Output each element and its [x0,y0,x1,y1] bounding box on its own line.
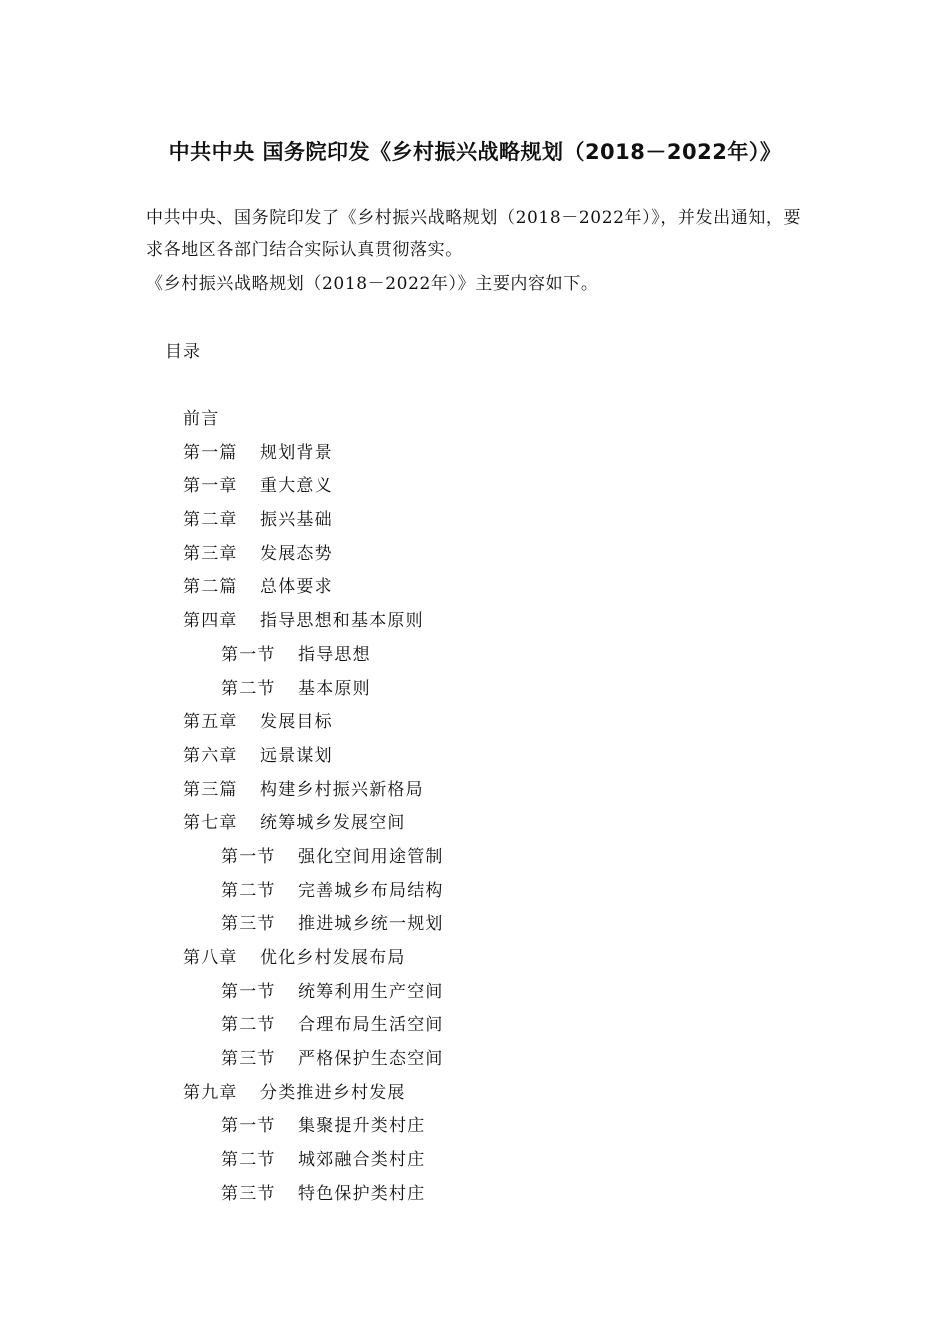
toc-item-title: 强化空间用途管制 [298,846,444,867]
toc-item-title: 发展目标 [260,712,333,733]
toc-item-number: 第九章 [183,1082,238,1103]
toc-section-item [183,1110,444,1144]
toc-item-title: 优化乡村发展布局 [260,948,406,968]
toc-section-item [183,1009,444,1043]
intro-paragraph: 《乡村振兴战略规划（2018－2022年）》主要内容如下。 [146,274,599,294]
toc-item-number: 第三篇 [183,779,238,800]
toc-item [183,740,444,774]
toc-item-number: 第五章 [183,712,238,733]
toc-item-number: 第二节 [221,1150,276,1171]
document-title: 中共中央 国务院印发《乡村振兴战略规划（2018－2022年）》 [168,140,782,164]
toc-section-item [183,875,444,909]
toc-item-number: 第三节 [221,1049,276,1070]
toc-item-number: 第一节 [221,846,276,867]
toc-item-title: 城郊融合类村庄 [298,1150,426,1171]
toc-item [183,1077,444,1111]
toc-item [183,504,444,538]
toc-item-title: 远景谋划 [260,745,333,766]
toc-item-number: 第二篇 [183,577,238,598]
toc-item-number: 第二节 [221,1015,276,1036]
toc-item-title: 分类推进乡村发展 [260,1082,406,1103]
toc-item-title: 振兴基础 [260,510,333,531]
toc-item-title: 发展态势 [260,543,333,564]
toc-section-item [183,908,444,942]
toc-item-number: 第七章 [183,813,238,834]
toc-item [183,437,444,471]
toc-item [183,571,444,605]
toc-item-number: 第一节 [221,1116,276,1137]
toc-item-number: 第八章 [183,948,238,968]
toc-item-title: 规划背景 [260,442,333,463]
toc-item-number: 第一节 [221,981,276,1002]
toc-item-number: 第四章 [183,611,238,632]
toc-item-number: 第六章 [183,745,238,766]
toc-item-number: 第一篇 [183,442,238,463]
toc-item-title: 指导思想和基本原则 [260,611,424,632]
toc-item [183,774,444,808]
toc-section-item [183,976,444,1010]
table-of-contents [183,403,444,1212]
toc-item-number: 第三章 [183,543,238,564]
toc-item-title: 总体要求 [260,577,333,598]
toc-item-number: 第三节 [221,1183,276,1204]
toc-section-item [183,1043,444,1077]
toc-item-number: 第一节 [221,644,276,665]
toc-item-title: 构建乡村振兴新格局 [260,779,424,800]
toc-section-item [183,1178,444,1212]
toc-item [183,706,444,740]
toc-section-item [183,673,444,707]
toc-item-title: 特色保护类村庄 [298,1183,426,1204]
toc-item-title: 统筹利用生产空间 [298,981,444,1002]
toc-item-title: 完善城乡布局结构 [298,880,444,901]
toc-section-item [183,841,444,875]
toc-item [183,605,444,639]
toc-item-title: 严格保护生态空间 [298,1049,444,1070]
toc-item-title: 推进城乡统一规划 [298,914,444,935]
toc-item-number: 第三节 [221,914,276,935]
toc-item-title: 合理布局生活空间 [298,1015,444,1036]
toc-item-number: 前言 [183,409,220,429]
toc-item [183,942,444,976]
toc-item [183,538,444,572]
toc-item-number: 第二章 [183,510,238,531]
toc-item [183,807,444,841]
toc-section-item [183,1144,444,1178]
toc-item-number: 第一章 [183,476,238,497]
toc-item-title: 统筹城乡发展空间 [260,813,406,834]
toc-item-number: 第二节 [221,678,276,699]
toc-item-title: 集聚提升类村庄 [298,1116,426,1137]
toc-item-title: 重大意义 [260,476,333,497]
toc-item-title: 指导思想 [298,644,371,665]
toc-section-item [183,639,444,673]
toc-item [183,403,444,437]
toc-item-title: 基本原则 [298,678,371,699]
toc-item [183,470,444,504]
intro-paragraph: 中共中央、国务院印发了《乡村振兴战略规划（2018－2022年）》，并发出通知，要求各地区各部门结合实际认真贯彻落实。 [146,208,802,260]
toc-item-number: 第二节 [221,880,276,901]
toc-heading: 目录 [165,342,201,362]
